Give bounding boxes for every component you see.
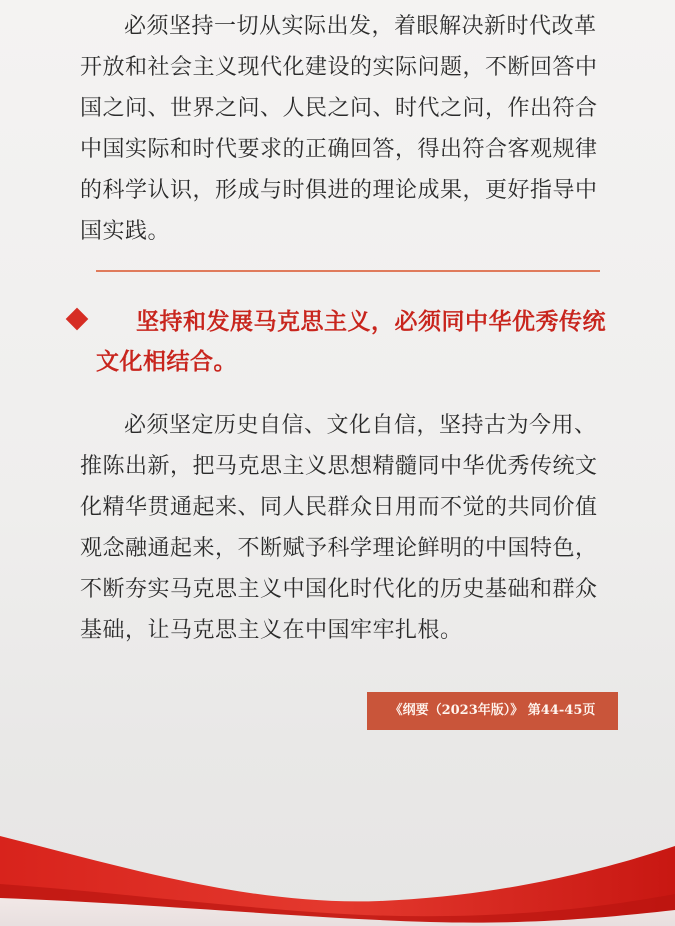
red-ribbon-decoration [0,776,675,926]
paragraph-1: 必须坚持一切从实际出发，着眼解决新时代改革开放和社会主义现代化建设的实际问题，不断回答中国之问、世界之问、人民之问、时代之问，作出符合中国实际和时代要求的正确回答，得出符合客观规律的科学认识，形成与时俱进的理论成果，更好指导中国实践。 [80,14,598,244]
section-heading: 坚持和发展马克思主义，必须同中华优秀传统文化相结合。 [96,309,606,375]
section-divider [96,270,600,272]
diamond-bullet-icon [66,308,89,331]
citation-badge: 《纲要（2023年版）》 第44-45页 [367,692,618,730]
paragraph-2: 必须坚定历史自信、文化自信，坚持古为今用、推陈出新，把马克思主义思想精髓同中华优秀传统文化精华贯通起来、同人民群众日用而不觉的共同价值观念融通起来，不断赋予科学理论鲜明的中国特色，不断夯实马克思主义中国化时代化的历史基础和群众基础，让马克思主义在中国牢牢扎根。 [80,413,598,643]
